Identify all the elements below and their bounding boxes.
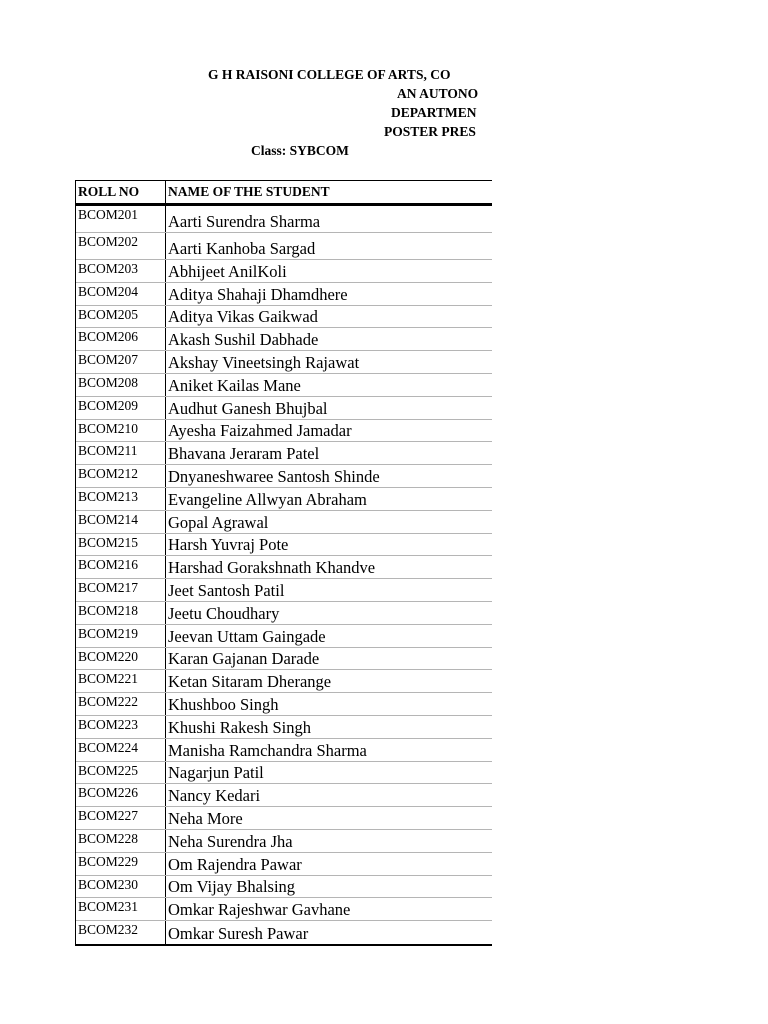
- roll-number-cell: BCOM208: [76, 374, 166, 396]
- roll-number-cell: BCOM232: [76, 921, 166, 944]
- student-name-cell: Abhijeet AnilKoli: [168, 261, 287, 281]
- table-row: [76, 648, 492, 671]
- table-row: [76, 762, 492, 785]
- table-row: [76, 306, 492, 329]
- table-row: [76, 784, 492, 807]
- column-header-student-name: NAME OF THE STUDENT: [168, 184, 330, 199]
- roll-number-cell: BCOM229: [76, 853, 166, 875]
- student-name-cell: Jeet Santosh Patil: [168, 580, 285, 600]
- college-name: G H RAISONI COLLEGE OF ARTS, CO: [208, 67, 451, 82]
- student-name-cell: Omkar Suresh Pawar: [168, 923, 309, 943]
- student-name-cell: Aarti Kanhoba Sargad: [168, 239, 316, 258]
- table-row: [76, 374, 492, 397]
- department-line: DEPARTMEN: [391, 105, 477, 120]
- roll-number-cell: BCOM212: [76, 465, 166, 487]
- roll-number-cell: BCOM222: [76, 693, 166, 715]
- roll-number-cell: BCOM213: [76, 488, 166, 510]
- roll-number-cell: BCOM203: [76, 260, 166, 282]
- roll-number-cell: BCOM202: [76, 233, 166, 259]
- roll-number-cell: BCOM223: [76, 716, 166, 738]
- roll-number-cell: BCOM230: [76, 876, 166, 898]
- roll-number-cell: BCOM214: [76, 511, 166, 533]
- table-row: [76, 853, 492, 876]
- table-row: [76, 739, 492, 762]
- student-name-cell: Dnyaneshwaree Santosh Shinde: [168, 466, 380, 486]
- student-name-cell: Harshad Gorakshnath Khandve: [168, 558, 376, 578]
- roll-number-cell: BCOM226: [76, 784, 166, 806]
- student-name-cell: Aditya Vikas Gaikwad: [168, 307, 318, 327]
- poster-presentation-line: POSTER PRES: [384, 124, 476, 139]
- student-name-cell: Evangeline Allwyan Abraham: [168, 489, 367, 509]
- student-name-cell: Neha More: [168, 808, 243, 828]
- table-row: [76, 351, 492, 374]
- table-header: [76, 181, 492, 206]
- roll-number-cell: BCOM207: [76, 351, 166, 373]
- roll-number-cell: BCOM231: [76, 898, 166, 920]
- document-header: [0, 0, 491, 180]
- roll-number-cell: BCOM204: [76, 283, 166, 305]
- student-name-cell: Ketan Sitaram Dherange: [168, 672, 332, 692]
- student-name-cell: Neha Surendra Jha: [168, 831, 293, 851]
- class-label: Class: SYBCOM: [251, 143, 349, 158]
- student-name-cell: Jeevan Uttam Gaingade: [168, 626, 326, 646]
- table-row: [76, 206, 492, 233]
- student-name-cell: Khushi Rakesh Singh: [168, 717, 312, 737]
- student-table: [75, 180, 492, 946]
- table-row: [76, 716, 492, 739]
- student-name-cell: Om Vijay Bhalsing: [168, 877, 296, 897]
- roll-number-cell: BCOM201: [76, 206, 166, 232]
- table-row: [76, 283, 492, 306]
- student-name-cell: Nagarjun Patil: [168, 763, 264, 783]
- table-row: [76, 876, 492, 899]
- student-name-cell: Om Rajendra Pawar: [168, 854, 302, 874]
- student-name-cell: Akshay Vineetsingh Rajawat: [168, 352, 360, 372]
- table-row: [76, 807, 492, 830]
- table-row: [76, 602, 492, 625]
- table-row: [76, 625, 492, 648]
- student-name-cell: Karan Gajanan Darade: [168, 649, 320, 669]
- table-row: [76, 420, 492, 443]
- student-name-cell: Khushboo Singh: [168, 694, 279, 714]
- roll-number-cell: BCOM221: [76, 670, 166, 692]
- table-row: [76, 442, 492, 465]
- student-name-cell: Harsh Yuvraj Pote: [168, 535, 289, 555]
- roll-number-cell: BCOM228: [76, 830, 166, 852]
- student-name-cell: Omkar Rajeshwar Gavhane: [168, 900, 351, 920]
- table-row: [76, 260, 492, 283]
- autonomous-line: AN AUTONO: [397, 86, 479, 101]
- roll-number-cell: BCOM216: [76, 556, 166, 578]
- roll-number-cell: BCOM205: [76, 306, 166, 328]
- table-row: [76, 328, 492, 351]
- table-row: [76, 830, 492, 853]
- table-row: [76, 921, 492, 944]
- table-row: [76, 556, 492, 579]
- table-body: [76, 206, 492, 944]
- roll-number-cell: BCOM217: [76, 579, 166, 601]
- table-row: [76, 465, 492, 488]
- column-header-roll-no: ROLL NO: [76, 181, 166, 203]
- roll-number-cell: BCOM215: [76, 534, 166, 556]
- roll-number-cell: BCOM224: [76, 739, 166, 761]
- roll-number-cell: BCOM210: [76, 420, 166, 442]
- table-row: [76, 511, 492, 534]
- table-row: [76, 488, 492, 511]
- student-name-cell: Gopal Agrawal: [168, 512, 269, 532]
- student-name-cell: Bhavana Jeraram Patel: [168, 444, 320, 464]
- table-row: [76, 898, 492, 921]
- table-row: [76, 579, 492, 602]
- roll-number-cell: BCOM209: [76, 397, 166, 419]
- roll-number-cell: BCOM206: [76, 328, 166, 350]
- roll-number-cell: BCOM225: [76, 762, 166, 784]
- table-row: [76, 693, 492, 716]
- student-name-cell: Ayesha Faizahmed Jamadar: [168, 421, 352, 441]
- student-name-cell: Audhut Ganesh Bhujbal: [168, 398, 328, 418]
- student-name-cell: Aarti Surendra Sharma: [168, 212, 321, 231]
- student-name-cell: Akash Sushil Dabhade: [168, 330, 319, 350]
- table-row: [76, 233, 492, 260]
- table-row: [76, 534, 492, 557]
- student-name-cell: Nancy Kedari: [168, 786, 261, 806]
- roll-number-cell: BCOM211: [76, 442, 166, 464]
- roll-number-cell: BCOM220: [76, 648, 166, 670]
- table-row: [76, 670, 492, 693]
- student-name-cell: Aniket Kailas Mane: [168, 375, 301, 395]
- table-row: [76, 397, 492, 420]
- roll-number-cell: BCOM227: [76, 807, 166, 829]
- student-name-cell: Jeetu Choudhary: [168, 603, 280, 623]
- roll-number-cell: BCOM219: [76, 625, 166, 647]
- roll-number-cell: BCOM218: [76, 602, 166, 624]
- student-name-cell: Aditya Shahaji Dhamdhere: [168, 284, 348, 304]
- student-name-cell: Manisha Ramchandra Sharma: [168, 740, 367, 760]
